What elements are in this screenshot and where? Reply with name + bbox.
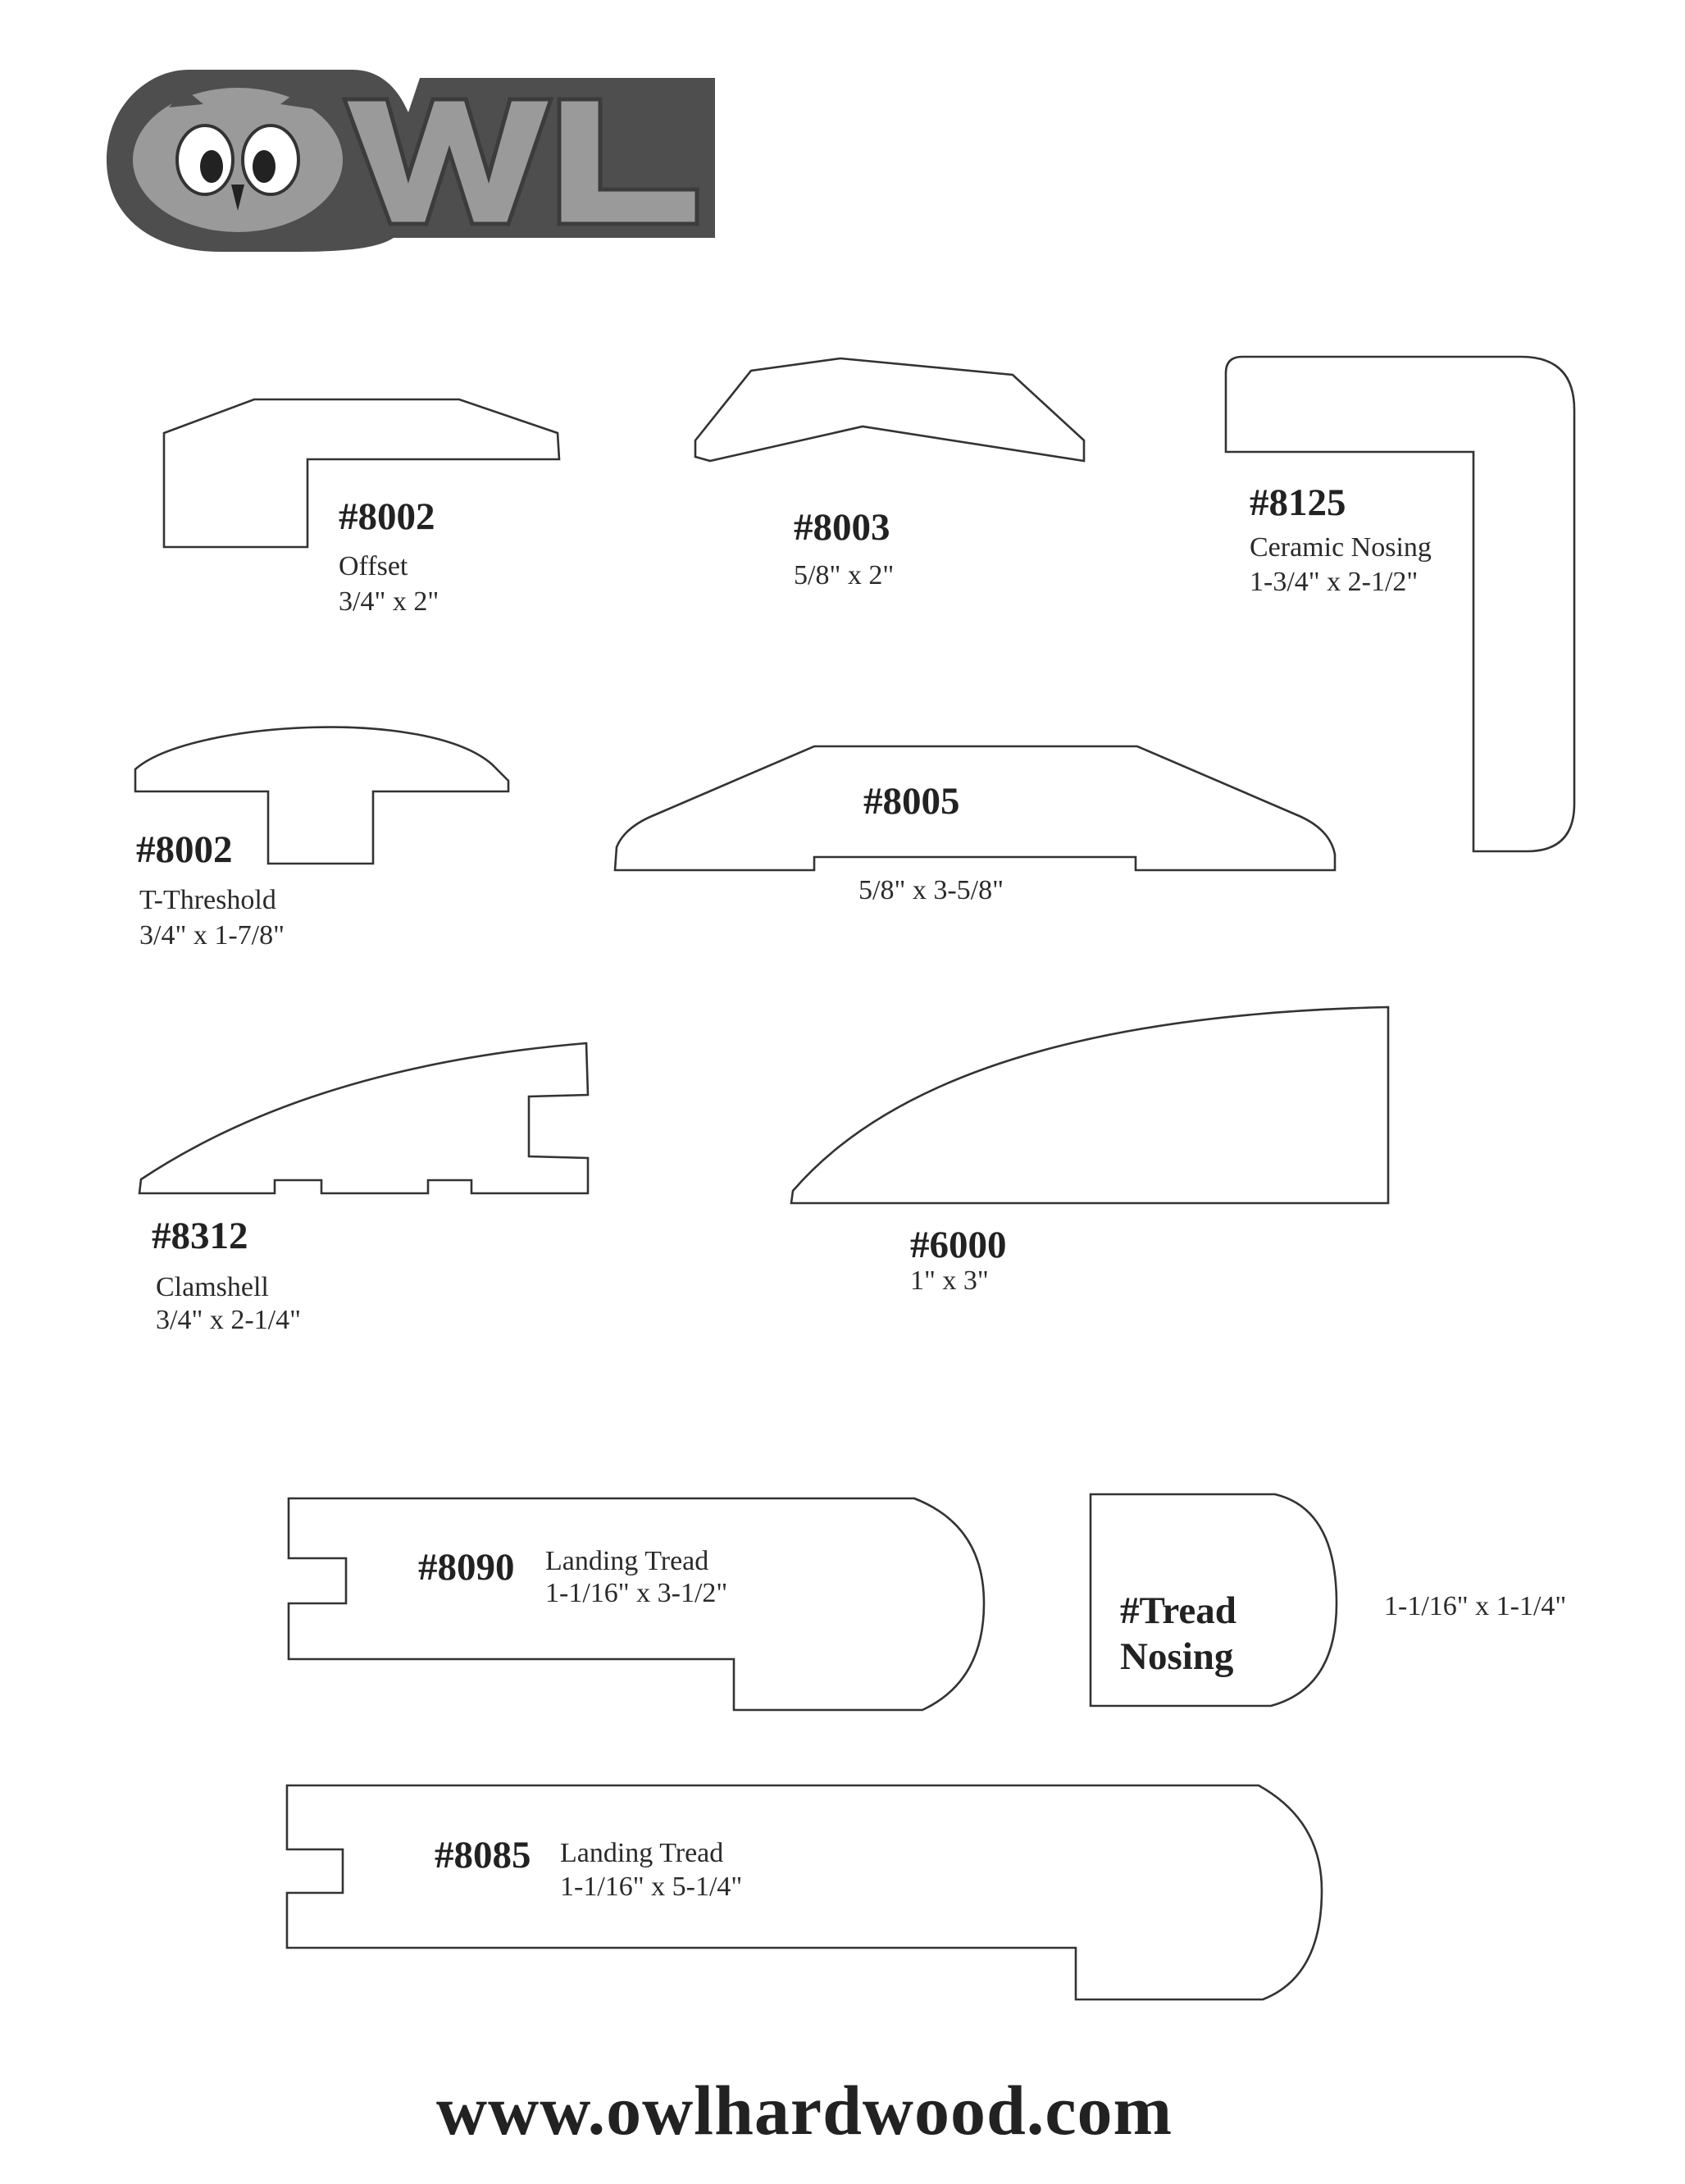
clamshell-8312-name: Clamshell	[156, 1272, 269, 1302]
tread-nosing-size: 1-1/16" x 1-1/4"	[1384, 1591, 1567, 1621]
landing-tread-8085-name: Landing Tread	[560, 1838, 724, 1868]
profile-6000-number: #6000	[910, 1224, 1007, 1266]
reducer-8005-profile	[615, 746, 1335, 870]
website-url[interactable]: www.owlhardwood.com	[436, 2071, 1173, 2150]
reducer-8005-size: 5/8" x 3-5/8"	[858, 875, 1004, 905]
reducer-8003-profile	[695, 358, 1084, 461]
clamshell-8312-profile	[139, 1043, 588, 1193]
offset-8002-number: #8002	[339, 495, 435, 538]
clamshell-8312-size: 3/4" x 2-1/4"	[156, 1305, 301, 1335]
tread-nosing-number: #Tread	[1120, 1589, 1236, 1632]
offset-8002-size: 3/4" x 2"	[339, 586, 439, 617]
landing-tread-8090-name: Landing Tread	[545, 1546, 709, 1576]
reducer-8005-number: #8005	[863, 780, 960, 823]
ceramic-nosing-8125-name: Ceramic Nosing	[1250, 532, 1432, 563]
reducer-8003-number: #8003	[794, 506, 890, 549]
landing-tread-8090-number: #8090	[418, 1546, 515, 1589]
landing-tread-8085-profile	[287, 1785, 1322, 1999]
t-threshold-8002-number: #8002	[136, 828, 233, 871]
t-threshold-8002-name: T-Threshold	[139, 885, 276, 915]
t-threshold-8002-size: 3/4" x 1-7/8"	[139, 920, 285, 951]
reducer-8003-size: 5/8" x 2"	[794, 560, 895, 590]
ceramic-nosing-8125-profile	[1226, 357, 1574, 851]
landing-tread-8085-size: 1-1/16" x 5-1/4"	[560, 1872, 743, 1902]
offset-8002-name: Offset	[339, 551, 408, 581]
landing-tread-8085-number: #8085	[435, 1834, 531, 1876]
landing-tread-8090-size: 1-1/16" x 3-1/2"	[545, 1578, 728, 1608]
tread-nosing-number-line2: Nosing	[1120, 1635, 1234, 1678]
ceramic-nosing-8125-size: 1-3/4" x 2-1/2"	[1250, 567, 1419, 597]
profile-6000-size: 1" x 3"	[910, 1265, 989, 1296]
profile-6000	[791, 1007, 1388, 1203]
ceramic-nosing-8125-number: #8125	[1250, 481, 1346, 524]
clamshell-8312-number: #8312	[152, 1215, 248, 1257]
